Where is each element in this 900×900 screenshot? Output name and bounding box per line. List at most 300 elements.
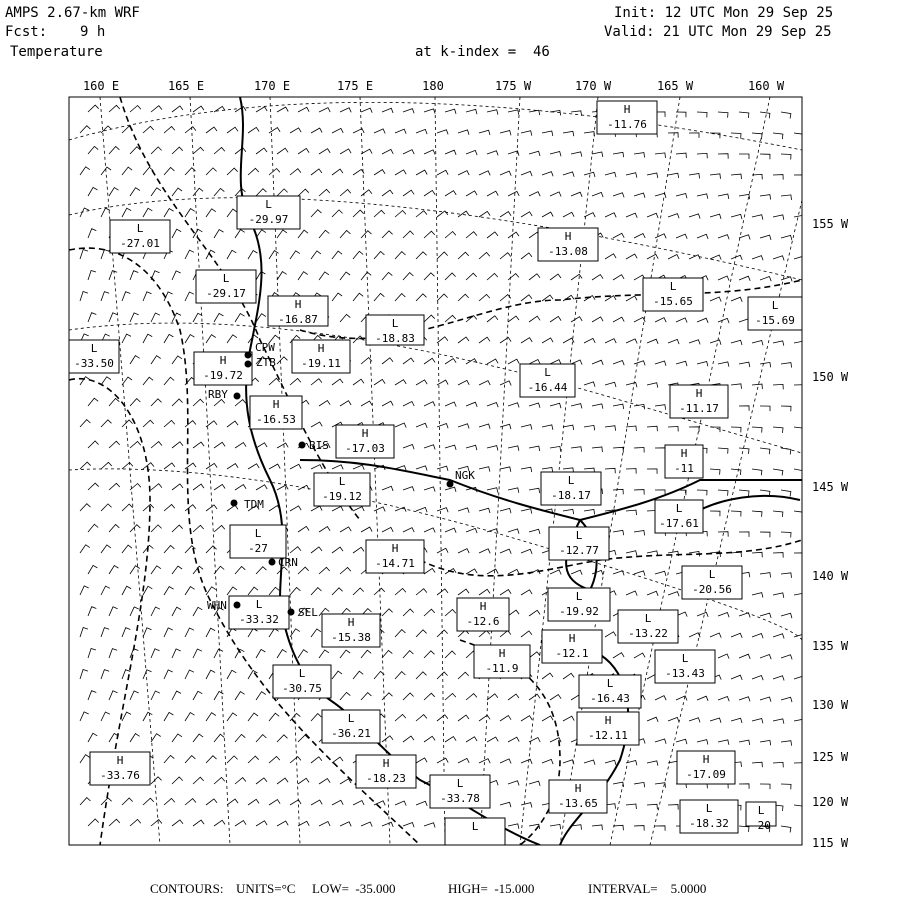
wind-barb [361,693,371,700]
wind-barb [227,335,237,343]
wind-barb [185,421,196,427]
wind-barb [424,109,435,114]
contour-units: UNITS=°C [236,881,296,896]
wind-barb [172,566,182,574]
wind-barb [760,112,770,118]
wind-barb [647,426,657,431]
wind-barb [151,313,160,322]
wind-barb [353,671,363,679]
wind-barb [151,566,161,574]
wind-barb [773,215,784,220]
wind-barb [256,485,267,490]
wind-barb [395,672,405,679]
wind-barb [88,565,97,574]
wind-barb [529,488,540,493]
wind-barb [647,469,657,474]
wind-barb [395,170,406,175]
wind-barb [256,443,267,448]
wind-barb [416,294,427,301]
wind-barb [416,672,427,679]
wind-barb [752,427,762,433]
wind-barb [151,147,162,154]
wind-barb [164,587,174,596]
station-tdm [231,498,265,511]
wind-barb [500,716,511,722]
wind-barb [403,823,414,828]
wind-barb [739,532,749,537]
extremum-value: -13.43 [665,667,705,680]
extremum-value: -18.32 [689,817,729,830]
wind-barb [550,152,561,157]
wind-barb [479,467,490,472]
wind-barb [374,252,384,260]
wind-barb [277,357,288,364]
wind-barb [731,469,741,475]
wind-barb [332,379,343,385]
extremum-type: H [574,782,582,795]
wind-barb [193,734,203,742]
wind-barb [172,691,181,700]
wind-barb [605,760,616,765]
extremum-type: L [575,529,583,542]
wind-barb [521,171,532,176]
wind-barb [109,441,120,448]
wind-barb [760,195,771,200]
high-marker [549,780,607,813]
wind-barb [487,232,498,238]
wind-barb [143,628,152,637]
station-bis [299,439,329,452]
wind-barb [802,826,812,833]
wind-barb [760,406,770,411]
wind-barb [319,401,330,407]
wind-barb [731,255,742,260]
wind-barb [214,106,225,112]
wind-barb [500,212,511,217]
extremum-value: -19.11 [301,357,341,370]
station-dot [299,442,306,449]
low-marker [230,525,286,558]
low-marker [430,775,490,808]
wind-barb [256,778,267,784]
wind-barb [80,377,90,385]
station-label: BIS [309,439,329,452]
wind-barb [424,190,435,196]
extremum-value: -15.38 [331,631,371,644]
wind-barb [172,188,182,196]
station-label: RBY [208,388,228,401]
wind-barb [122,628,130,637]
wind-barb [731,340,742,345]
wind-barb [227,587,237,595]
longitude-label-right: 125 W [812,750,849,764]
wind-barb [445,651,456,658]
wind-barb [130,356,140,364]
wind-barb [277,778,288,784]
wind-barb [458,758,469,763]
extremum-value: -13.22 [628,627,668,640]
wind-barb [185,799,196,805]
wind-barb [353,547,364,553]
contour-low: LOW= -35.000 [312,881,396,896]
wind-barb [109,566,119,575]
wind-barb [269,587,279,595]
wind-barb [101,250,109,259]
wind-barb [151,691,160,700]
wind-barb [697,490,707,495]
extremum-value: -19.92 [559,605,599,618]
wind-barb [416,630,427,637]
wind-barb [340,527,351,532]
wind-barb [298,107,309,112]
wind-barb [521,803,532,808]
wind-barb [332,757,343,763]
wind-barb [80,798,91,805]
wind-barb [676,318,687,323]
wind-barb [374,293,384,301]
wind-barb [88,187,97,196]
wind-barb [752,469,762,475]
wind-barb [613,275,624,280]
wind-barb [466,191,477,196]
low-marker [746,802,776,832]
wind-barb [424,609,435,616]
wind-barb [542,338,553,343]
wind-barb [626,551,637,556]
wind-barb [676,112,686,117]
wind-barb [668,339,679,344]
wind-barb [739,784,749,789]
extremum-value: -11.9 [485,662,519,675]
wind-barb [290,379,301,386]
wind-barb [206,546,217,553]
wind-barb [172,820,183,826]
wind-barb [676,696,687,701]
wind-barb [88,691,96,700]
k-index-level: at k-index = 46 [415,44,550,60]
wind-barb [458,589,469,595]
longitude-label-top: 165 E [167,79,205,93]
wind-barb [781,363,792,368]
wind-barb [626,254,637,259]
wind-barb [563,131,574,136]
wind-barb [235,692,245,700]
wind-barb [235,485,246,490]
wind-barb [361,401,372,406]
wind-barb [508,316,519,322]
wind-barb [130,525,140,532]
wind-barb [206,756,217,763]
wind-barb [668,427,678,432]
wind-barb [424,693,435,700]
wind-barb [655,696,666,701]
wind-barb [80,292,88,302]
wind-barb [353,210,364,217]
wind-barb [277,148,288,154]
wind-barb [143,504,154,511]
wind-barb [340,231,350,239]
wind-barb [529,192,540,197]
wind-barb [752,634,763,639]
wind-barb [634,448,644,453]
wind-barb [164,209,174,218]
wind-barb [340,650,350,658]
wind-barb [269,378,280,385]
wind-barb [130,188,140,196]
extremum-value: -11.17 [679,402,719,415]
wind-barb [332,800,343,805]
wind-barb [466,402,477,407]
wind-barb [739,112,749,118]
wind-barb [256,567,266,574]
extremum-value: -11.76 [607,118,647,131]
contours-label: CONTOURS: [150,881,224,896]
longitude-label-top: 165 W [656,79,694,93]
high-marker [194,352,252,385]
wind-barb [172,649,181,658]
extremum-value: -18.83 [375,332,415,345]
wind-barb [382,650,392,658]
high-marker [366,540,424,573]
wind-barb [101,628,109,637]
wind-barb [361,527,372,532]
wind-barb [248,587,258,595]
extremum-value: -17.03 [345,442,385,455]
wind-barb [403,109,414,114]
extremum-value: -16.43 [590,692,630,705]
wind-barb [550,403,561,408]
wind-barb [710,174,721,179]
wind-barb [424,150,435,155]
wind-barb [193,147,204,154]
wind-barb [752,384,762,389]
wind-barb [655,318,666,323]
wind-barb [794,719,805,724]
station-label: NGK [455,469,475,482]
wind-barb [781,195,792,200]
wind-barb [529,316,540,322]
extremum-type: L [567,474,575,487]
wind-barb [445,150,456,155]
longitude-label-top: 175 W [494,79,532,93]
wind-barb [143,208,152,217]
wind-barb [290,169,301,175]
wind-barb [731,297,742,302]
wind-barb [613,489,623,494]
wind-barb [122,167,132,175]
low-marker [196,270,256,303]
low-marker [237,196,300,229]
wind-barb [760,655,771,660]
wind-barb [781,697,792,702]
wind-barb [332,671,342,679]
wind-barb [395,252,406,259]
wind-barb [479,381,490,386]
wind-barb [151,188,161,196]
extremum-type: L [338,475,346,488]
wind-barb [731,511,741,517]
extremum-value: -18.23 [366,772,406,785]
extremum-type: L [575,590,583,603]
wind-barb [521,509,532,514]
low-marker [748,297,802,330]
wind-barb [290,251,300,259]
wind-barb [773,762,783,767]
wind-barb [437,548,448,553]
wind-barb [739,362,750,367]
wind-barb [361,822,372,827]
wind-barb [130,313,139,322]
wind-barb [458,549,469,554]
wind-barb [571,152,582,157]
extremum-type: H [116,754,124,767]
wind-barb [613,447,623,452]
wind-barb [794,385,804,390]
high-marker [292,340,350,373]
wind-barb [395,423,406,428]
wind-barb [634,317,645,322]
wind-barb [143,292,152,301]
wind-barb [382,401,393,406]
wind-barb [256,692,266,700]
wind-barb [458,171,469,176]
wind-barb [487,151,498,156]
wind-barb [151,777,162,784]
wind-barb [298,272,308,280]
wind-barb [689,718,700,723]
extremum-value: -19.12 [322,490,362,503]
wind-barb [634,782,645,787]
wind-barb [88,398,98,406]
wind-barb [424,528,435,533]
longitude-label-top: 175 E [336,79,374,93]
wind-barb [424,358,435,364]
wind-barb [739,697,750,702]
wind-barb [227,756,238,763]
longitude-label-right: 155 W [812,217,849,231]
wind-barb [529,652,540,658]
wind-barb [760,573,771,578]
wind-barb [193,607,202,616]
wind-barb [479,508,490,513]
wind-barb [80,628,88,638]
wind-barb [185,756,195,763]
wind-barb [164,546,174,554]
wind-barb [298,650,308,658]
wind-barb [395,211,406,218]
high-marker [457,598,509,631]
wind-barb [80,462,91,469]
extremum-type: L [298,667,306,680]
wind-barb [676,234,687,239]
wind-barb [760,613,771,618]
wind-barb [773,133,783,139]
wind-barb [500,424,511,429]
extremum-type: H [382,757,390,770]
wind-barb [340,314,350,322]
extremum-type: L [544,366,551,379]
wind-barb [151,356,161,364]
wind-barb [529,403,540,408]
extremum-value: -19.72 [203,369,243,382]
wind-barb [626,510,637,515]
wind-barb [437,466,448,471]
wind-barb [172,399,183,406]
wind-barb [269,713,279,721]
wind-barb [760,784,770,789]
low-marker [548,588,610,621]
wind-barb [689,340,700,345]
wind-barb [487,110,498,115]
wind-barb [361,108,372,113]
wind-barb [500,131,511,136]
wind-barb [500,381,511,386]
extremum-type: L [90,342,98,355]
wind-barb [332,547,343,553]
wind-barb [529,610,540,616]
wind-barb [248,464,259,469]
longitude-label-right: 130 W [812,698,849,712]
model-title: AMPS 2.67-km WRF [5,5,140,21]
wind-barb [403,273,413,280]
wind-barb [647,173,658,178]
wind-barb [781,741,792,746]
wind-barb [172,106,183,112]
wind-barb [227,168,238,175]
station-rby [208,388,241,401]
wind-barb [794,341,805,346]
extremum-type: L [222,272,230,285]
wind-barb [206,670,215,679]
wind-barb [311,547,322,553]
wind-barb [395,380,406,385]
wind-barb [424,487,435,492]
wind-barb [164,798,175,805]
wind-barb [739,235,750,240]
wind-barb [781,532,791,538]
wind-barb [571,447,582,452]
wind-barb [500,802,511,807]
wind-barb [227,209,237,217]
low-marker [314,473,370,506]
extremum-value: -15.69 [755,314,795,327]
wind-barb [592,447,602,452]
wind-barb [689,633,700,638]
wind-barb [773,719,784,724]
wind-barb [277,821,288,826]
wind-barb [122,798,133,805]
wind-barb [592,275,603,281]
wind-barb [613,233,624,238]
wind-barb [382,358,393,364]
wind-barb [227,127,238,133]
wind-barb [508,610,519,616]
wind-barb [298,778,309,784]
wind-barb [508,110,519,115]
wind-barb [773,511,783,517]
high-marker [268,296,328,326]
wind-barb [437,508,448,513]
station-label: CRN [278,556,298,569]
wind-barb [206,209,216,217]
wind-barb [655,490,665,495]
wind-barb [130,441,141,448]
wind-barb [710,633,721,638]
wind-barb [613,193,624,198]
wind-barb [752,552,762,557]
wind-barb [521,759,532,764]
longitude-label-right: 135 W [812,639,849,653]
